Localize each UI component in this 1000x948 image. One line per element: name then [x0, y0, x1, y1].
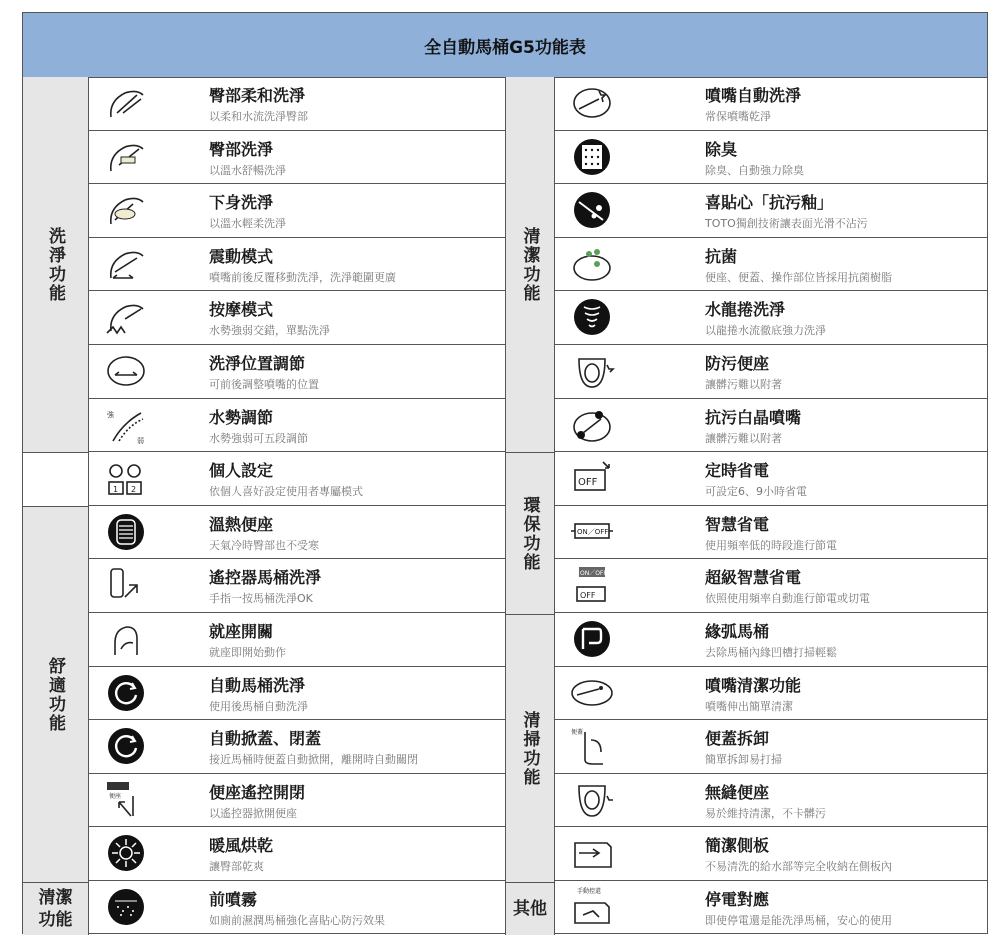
left-feature-row — [89, 827, 505, 881]
warm-air-dryer-icon — [103, 833, 149, 873]
feature-name: 震動模式 — [209, 246, 274, 266]
category-comfort-label: 舒適功能 — [45, 656, 65, 733]
feature-name: 抗菌 — [705, 246, 738, 266]
category-wash-label: 洗淨功能 — [45, 226, 65, 303]
left-feature-row — [89, 345, 505, 399]
left-feature-row — [89, 452, 505, 506]
left-feature-row — [89, 238, 505, 292]
feature-description: 讓臀部乾爽 — [209, 860, 264, 874]
antibacterial-icon — [569, 244, 615, 284]
power-outage-flush-icon — [569, 887, 615, 927]
feature-description: 依照使用頻率自動進行節電或切電 — [705, 592, 870, 606]
remote-seat-icon — [103, 780, 149, 820]
left-feature-row — [89, 291, 505, 345]
feature-description: 噴嘴前後反覆移動洗淨，洗淨範圍更廣 — [209, 270, 396, 284]
nozzle-cleaning-icon — [569, 673, 615, 713]
svg-text:OFF: OFF — [580, 591, 596, 601]
feature-description: TOTO獨創技術讓表面光滑不沾污 — [705, 217, 868, 231]
svg-text:便蓋: 便蓋 — [571, 729, 584, 737]
feature-name: 除臭 — [705, 139, 738, 159]
detachable-seat-icon — [569, 726, 615, 766]
front-wash-icon — [103, 190, 149, 230]
feature-description: 以溫水舒暢洗淨 — [209, 163, 286, 177]
feature-name: 自動馬桶洗淨 — [209, 675, 306, 695]
heated-seat-icon — [103, 512, 149, 552]
deodorizer-icon — [569, 137, 615, 177]
timer-power-save-icon — [569, 458, 615, 498]
feature-name: 遙控器馬桶洗淨 — [209, 568, 322, 588]
feature-name: 智慧省電 — [705, 514, 770, 534]
feature-name: 自動掀蓋、閉蓋 — [209, 729, 322, 749]
feature-name: 喜貼心「抗污釉」 — [705, 193, 834, 213]
feature-name: 緣弧馬桶 — [705, 622, 770, 641]
svg-text:強: 強 — [107, 410, 114, 419]
feature-name: 無縫便座 — [705, 782, 770, 802]
feature-name: 個人設定 — [209, 461, 274, 481]
left-feature-row — [89, 559, 505, 613]
svg-text:1: 1 — [113, 485, 119, 495]
feature-description: 手指一按馬桶洗淨OK — [209, 592, 313, 606]
feature-description: 讓髒污難以附著 — [705, 378, 782, 391]
anti-stain-glaze-icon — [569, 190, 615, 230]
super-smart-power-save-icon — [569, 565, 615, 605]
feature-name: 噴嘴自動洗淨 — [705, 86, 802, 105]
remote-flush-icon — [103, 565, 149, 605]
tornado-flush-icon — [569, 297, 615, 337]
left-feature-row — [89, 881, 505, 935]
seat-sensor-icon — [103, 619, 149, 659]
right-feature-row — [555, 452, 987, 506]
feature-description: 水勢強弱可五段調節 — [209, 431, 308, 445]
oscillating-wash-icon — [103, 244, 149, 284]
feature-name: 便座遙控開閉 — [209, 782, 306, 802]
feature-name: 臀部柔和洗淨 — [209, 86, 306, 105]
svg-text:弱: 弱 — [137, 436, 144, 445]
left-feature-row — [89, 774, 505, 828]
category-wash-presets-spacer — [23, 453, 89, 507]
anti-stain-seat-icon — [569, 351, 615, 391]
feature-name: 防污便座 — [705, 354, 770, 373]
feature-description: 使用頻率低的時段進行節電 — [705, 538, 837, 552]
svg-text:OFF: OFF — [578, 477, 598, 489]
right-feature-row — [555, 291, 987, 345]
feature-description: 噴嘴伸出簡單清潔 — [705, 699, 793, 713]
feature-description: 以溫水輕柔洗淨 — [209, 217, 286, 231]
category-other — [505, 883, 555, 935]
massage-wash-icon — [103, 297, 149, 337]
svg-text:手動控還: 手動控還 — [577, 888, 602, 895]
feature-name: 定時省電 — [705, 461, 770, 481]
category-sweep — [505, 615, 555, 883]
feature-name: 溫熱便座 — [209, 514, 274, 534]
feature-name: 超級智慧省電 — [705, 568, 802, 588]
feature-name: 簡潔側板 — [705, 836, 770, 856]
feature-name: 就座開關 — [209, 622, 274, 641]
category-eco-label: 環保功能 — [519, 495, 540, 572]
auto-flush-icon — [103, 673, 149, 713]
right-feature-row — [555, 77, 987, 131]
right-feature-row — [555, 345, 987, 399]
feature-description: 依個人喜好設定使用者專屬模式 — [209, 485, 363, 499]
pre-mist-icon — [103, 887, 149, 927]
feature-name: 洗淨位置調節 — [209, 354, 306, 373]
feature-description: 以柔和水流洗淨臀部 — [209, 110, 308, 123]
feature-description: 不易清洗的給水部等完全收納在側板內 — [705, 860, 892, 874]
right-feature-row — [555, 774, 987, 828]
feature-name: 暖風烘乾 — [209, 836, 274, 856]
right-feature-row — [555, 827, 987, 881]
left-feature-row — [89, 184, 505, 238]
feature-description: 去除馬桶內緣凹槽打掃輕鬆 — [705, 646, 837, 659]
right-feature-row — [555, 613, 987, 667]
feature-name: 水勢調節 — [209, 407, 274, 427]
nozzle-self-clean-icon — [569, 83, 615, 123]
feature-name: 臀部洗淨 — [209, 139, 274, 159]
svg-text:2: 2 — [131, 485, 137, 495]
svg-text:ON／OFF: ON／OFF — [580, 570, 607, 578]
feature-description: 可設定6、9小時省電 — [705, 485, 807, 499]
category-sweep-label: 清掃功能 — [519, 710, 540, 787]
feature-description: 可前後調整噴嘴的位置 — [209, 378, 319, 391]
user-presets-icon — [103, 458, 149, 498]
water-pressure-icon — [103, 405, 149, 445]
category-clean-right — [505, 77, 555, 453]
rear-soft-wash-icon — [103, 83, 149, 123]
feature-description: 如廁前濕潤馬桶強化喜貼心防污效果 — [209, 914, 385, 927]
feature-name: 水龍捲洗淨 — [705, 300, 786, 320]
feature-description: 讓髒污難以附著 — [705, 431, 782, 445]
feature-name: 噴嘴清潔功能 — [705, 675, 802, 695]
left-feature-row — [89, 77, 505, 131]
feature-name: 抗污白晶噴嘴 — [705, 407, 802, 427]
category-comfort — [23, 507, 89, 883]
feature-description: 天氣冷時臀部也不受寒 — [209, 538, 319, 552]
seamless-seat-icon — [569, 780, 615, 820]
feature-description: 即使停電還是能洗淨馬桶，安心的使用 — [705, 914, 892, 927]
feature-description: 水勢強弱交錯，單點洗淨 — [209, 324, 330, 338]
rear-wash-icon — [103, 137, 149, 177]
smart-power-save-icon — [569, 512, 615, 552]
right-feature-row — [555, 238, 987, 292]
left-feature-row — [89, 131, 505, 185]
feature-description: 接近馬桶時便蓋自動掀開，離開時自動關閉 — [209, 753, 418, 767]
position-adjust-icon — [103, 351, 149, 391]
right-feature-row — [555, 506, 987, 560]
right-feature-row — [555, 131, 987, 185]
feature-description: 常保噴嘴乾淨 — [705, 110, 771, 123]
feature-description: 就座即開始動作 — [209, 646, 286, 659]
svg-text:ON／OFF: ON／OFF — [577, 527, 609, 536]
right-feature-row — [555, 399, 987, 453]
feature-name: 便蓋拆卸 — [705, 729, 770, 749]
category-clean-left-label: 清潔功能 — [38, 888, 73, 930]
feature-description: 以遙控器掀開便座 — [209, 806, 297, 820]
category-clean-left — [23, 883, 89, 935]
category-eco — [505, 453, 555, 615]
table-title-text: 全自動馬桶G5功能表 — [424, 37, 586, 58]
anti-stain-nozzle-icon — [569, 405, 615, 445]
table-title — [23, 13, 987, 78]
right-feature-row — [555, 184, 987, 238]
clean-side-panel-icon — [569, 833, 615, 873]
right-feature-row — [555, 720, 987, 774]
left-feature-row — [89, 613, 505, 667]
category-wash — [23, 77, 89, 453]
left-feature-row — [89, 399, 505, 453]
feature-description: 以龍捲水流徹底強力洗淨 — [705, 324, 826, 338]
svg-text:便座: 便座 — [109, 792, 122, 800]
feature-name: 按摩模式 — [209, 300, 274, 320]
rimless-bowl-icon — [569, 619, 615, 659]
feature-name: 前噴霧 — [209, 890, 258, 909]
category-clean-right-label: 清潔功能 — [519, 226, 540, 303]
feature-name: 下身洗淨 — [209, 193, 274, 213]
right-feature-row — [555, 667, 987, 721]
function-table — [22, 12, 988, 934]
right-feature-row — [555, 559, 987, 613]
left-feature-row — [89, 720, 505, 774]
feature-description: 使用後馬桶自動洗淨 — [209, 699, 308, 713]
auto-lid-icon — [103, 726, 149, 766]
category-other-label: 其他 — [513, 899, 547, 919]
feature-description: 簡單拆卸易打掃 — [705, 753, 782, 767]
feature-description: 除臭、自動強力除臭 — [705, 163, 804, 177]
left-feature-row — [89, 506, 505, 560]
feature-description: 易於維持清潔，不卡髒污 — [705, 806, 826, 820]
feature-name: 停電對應 — [705, 890, 770, 909]
feature-description: 便座、便蓋、操作部位皆採用抗菌樹脂 — [705, 270, 892, 284]
right-feature-row — [555, 881, 987, 935]
left-feature-row — [89, 667, 505, 721]
